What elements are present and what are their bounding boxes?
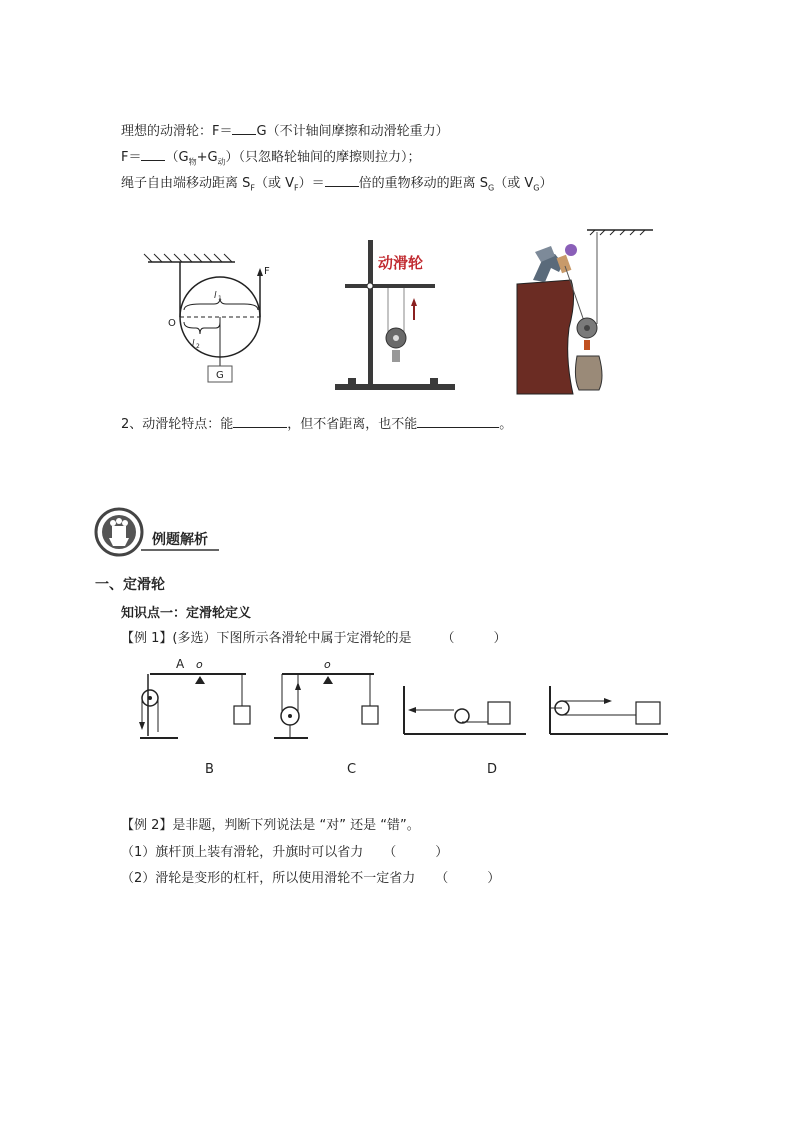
svg-text:o: o xyxy=(196,658,203,671)
answer-blank[interactable] xyxy=(233,413,287,428)
formula-text: 理想的动滑轮：F＝ xyxy=(121,124,233,139)
worker-pulley-figure xyxy=(515,228,655,398)
option-c-diagram xyxy=(404,686,526,734)
label-G: G xyxy=(216,370,224,381)
option-b-label[interactable]: B xyxy=(205,762,214,777)
feature-text: 2、动滑轮特点：能 xyxy=(121,417,234,432)
option-d-diagram xyxy=(550,686,668,734)
knowledge-point: 知识点一：定滑轮定义 xyxy=(121,606,252,621)
formula-text: F＝ xyxy=(121,150,142,165)
feature-line xyxy=(121,413,512,435)
formula-text: +G xyxy=(196,150,218,165)
formula-text: ） xyxy=(539,176,553,191)
answer-blank[interactable] xyxy=(232,120,256,135)
option-a-diagram xyxy=(139,657,250,738)
formula-note: （不计轴间摩擦和动滑轮重力） xyxy=(266,124,449,139)
answer-blank[interactable] xyxy=(325,172,359,187)
movable-pulley-stand-figure xyxy=(330,240,460,398)
subscript: 物 xyxy=(188,157,197,167)
banner-underline xyxy=(141,549,219,551)
question-1 xyxy=(121,841,448,860)
subscript: G xyxy=(533,183,540,193)
subscript: G xyxy=(488,183,495,193)
svg-text:o: o xyxy=(324,658,331,671)
svg-text:A: A xyxy=(176,657,185,671)
formula-note: ）（只忽略轮轴间的摩擦则拉力）； xyxy=(225,150,421,165)
label-l1: l xyxy=(214,291,217,301)
label-l2-sub: 2 xyxy=(196,343,200,350)
example-text: 【例 1】(多选）下图所示各滑轮中属于定滑轮的是 xyxy=(121,631,412,646)
subscript: F xyxy=(294,183,299,193)
formula-line-3 xyxy=(121,172,553,199)
question-text: （1）旗杆顶上装有滑轮，升旗时可以省力 xyxy=(121,845,364,860)
subscript: 动 xyxy=(217,157,226,167)
formula-line-1 xyxy=(121,120,449,142)
question-text: （2）滑轮是变形的杠杆，所以使用滑轮不一定省力 xyxy=(121,871,416,886)
banner-title: 例题解析 xyxy=(152,532,208,548)
formula-text: 倍的重物移动的距离 S xyxy=(358,176,489,191)
answer-blank[interactable] xyxy=(417,413,499,428)
lever-diagram-figure xyxy=(140,250,290,390)
formula-text: ）＝ xyxy=(298,176,325,191)
example-2: 【例 2】是非题，判断下列说法是 “对” 还是 “错”。 xyxy=(121,818,420,833)
subscript: F xyxy=(250,183,255,193)
question-2 xyxy=(121,867,500,886)
option-d-label[interactable]: D xyxy=(487,762,498,777)
formula-text: G xyxy=(256,124,267,139)
section-heading: 一、定滑轮 xyxy=(95,577,165,593)
label-l2: l xyxy=(192,339,195,349)
feature-text: 。 xyxy=(499,417,513,432)
pulley-options-figure xyxy=(138,656,678,746)
answer-blank[interactable] xyxy=(141,146,165,161)
trophy-icon xyxy=(93,506,145,558)
answer-paren[interactable]: （ ） xyxy=(435,871,501,886)
answer-paren[interactable]: （ ） xyxy=(383,845,449,860)
figure-title: 动滑轮 xyxy=(378,254,424,272)
example-1 xyxy=(121,627,507,646)
label-O: O xyxy=(168,318,176,329)
feature-text: ，但不省距离，也不能 xyxy=(287,417,418,432)
formula-text: （或 V xyxy=(494,176,534,191)
label-l1-sub: 1 xyxy=(218,295,222,302)
option-c-label[interactable]: C xyxy=(347,762,357,777)
formula-text: （或 V xyxy=(255,176,295,191)
label-F: F xyxy=(264,266,270,277)
option-b-diagram xyxy=(274,658,378,738)
formula-text: （G xyxy=(165,150,189,165)
formula-text: 绳子自由端移动距离 S xyxy=(121,176,251,191)
answer-paren[interactable]: （ ） xyxy=(441,631,507,646)
section-banner xyxy=(93,506,228,558)
formula-line-2 xyxy=(121,146,421,173)
